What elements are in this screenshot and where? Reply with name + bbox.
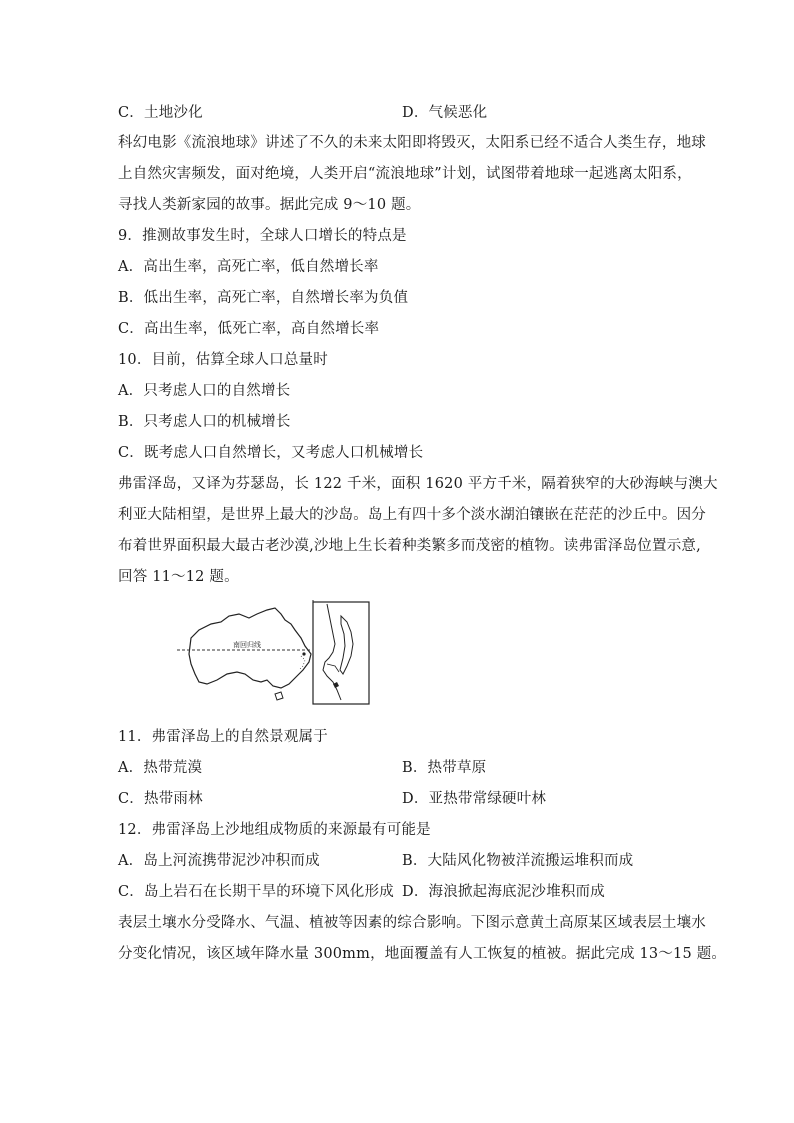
q12-stem: 12．弗雷泽岛上沙地组成物质的来源最有可能是 xyxy=(118,822,431,838)
q8-option-c: C．土地沙化 xyxy=(118,105,203,121)
q10-stem: 10．目前，估算全球人口总量时 xyxy=(118,352,328,368)
passage2-line-2: 利亚大陆相望，是世界上最大的沙岛。岛上有四十多个淡水湖泊镶嵌在茫茫的沙丘中。因分 xyxy=(118,507,706,523)
q12-option-c: C．岛上岩石在长期干旱的环境下风化形成 xyxy=(118,884,394,900)
passage2-line-4: 回答 11～12 题。 xyxy=(118,569,239,585)
q10-option-a: A．只考虑人口的自然增长 xyxy=(118,383,291,399)
inset-river-icon xyxy=(327,664,339,672)
fraser-island-location-map xyxy=(177,600,493,706)
location-marker-icon xyxy=(302,652,305,655)
passage2-line-1: 弗雷泽岛，又译为芬瑟岛，长 122 千米，面积 1620 平方千米，隔着狭窄的大砂海峡与澳大 xyxy=(118,476,718,492)
q8-option-d: D．气候恶化 xyxy=(402,105,488,121)
q11-option-d: D．亚热带常绿硬叶林 xyxy=(402,791,547,807)
q10-option-b: B．只考虑人口的机械增长 xyxy=(118,414,291,430)
tasmania-icon xyxy=(275,692,283,700)
q11-option-b: B．热带草原 xyxy=(402,760,487,776)
passage2-line-3: 布着世界面积最大最古老沙漠,沙地上生长着种类繁多而茂密的植物。读弗雷泽岛位置示意, xyxy=(118,538,701,554)
q9-option-c: C．高出生率，低死亡率，高自然增长率 xyxy=(118,321,380,337)
q8-options-row xyxy=(118,103,488,123)
q12-option-b: B．大陆风化物被洋流搬运堆积而成 xyxy=(402,853,634,869)
q11-option-a: A．热带荒漠 xyxy=(118,760,203,776)
tropic-label: 南回归线 xyxy=(233,641,261,649)
q12-option-d: D．海浪掀起海底泥沙堆积而成 xyxy=(402,884,605,900)
passage1-line-3: 寻找人类新家园的故事。据此完成 9～10 题。 xyxy=(118,197,421,213)
q12-options-row-1 xyxy=(118,851,634,871)
map-svg xyxy=(177,600,493,706)
q9-stem: 9．推测故事发生时，全球人口增长的特点是 xyxy=(118,228,407,244)
q11-options-row-2 xyxy=(118,789,547,809)
q9-option-a: A．高出生率，高死亡率，低自然增长率 xyxy=(118,259,379,275)
q11-stem: 11．弗雷泽岛上的自然景观属于 xyxy=(118,729,328,745)
q12-options-row-2 xyxy=(118,882,605,902)
passage1-line-1: 科幻电影《流浪地球》讲述了不久的未来太阳即将毁灭，太阳系已经不适合人类生存，地球 xyxy=(118,135,706,151)
q11-option-c: C．热带雨林 xyxy=(118,791,203,807)
q9-option-b: B．低出生率，高死亡率，自然增长率为负值 xyxy=(118,290,409,306)
q11-options-row-1 xyxy=(118,758,487,778)
passage3-line-1: 表层土壤水分受降水、气温、植被等因素的综合影响。下图示意黄土高原某区域表层土壤水 xyxy=(118,915,706,931)
passage1-line-2: 上自然灾害频发，面对绝境，人类开启“流浪地球”计划，试图带着地球一起逃离太阳系， xyxy=(118,166,692,182)
q12-option-a: A．岛上河流携带泥沙冲积而成 xyxy=(118,853,320,869)
q10-option-c: C．既考虑人口自然增长，又考虑人口机械增长 xyxy=(118,445,424,461)
passage3-line-2: 分变化情况，该区域年降水量 300mm，地面覆盖有人工恢复的植被。据此完成 13～15 题。 xyxy=(118,946,727,962)
fraser-island-icon xyxy=(340,616,353,674)
